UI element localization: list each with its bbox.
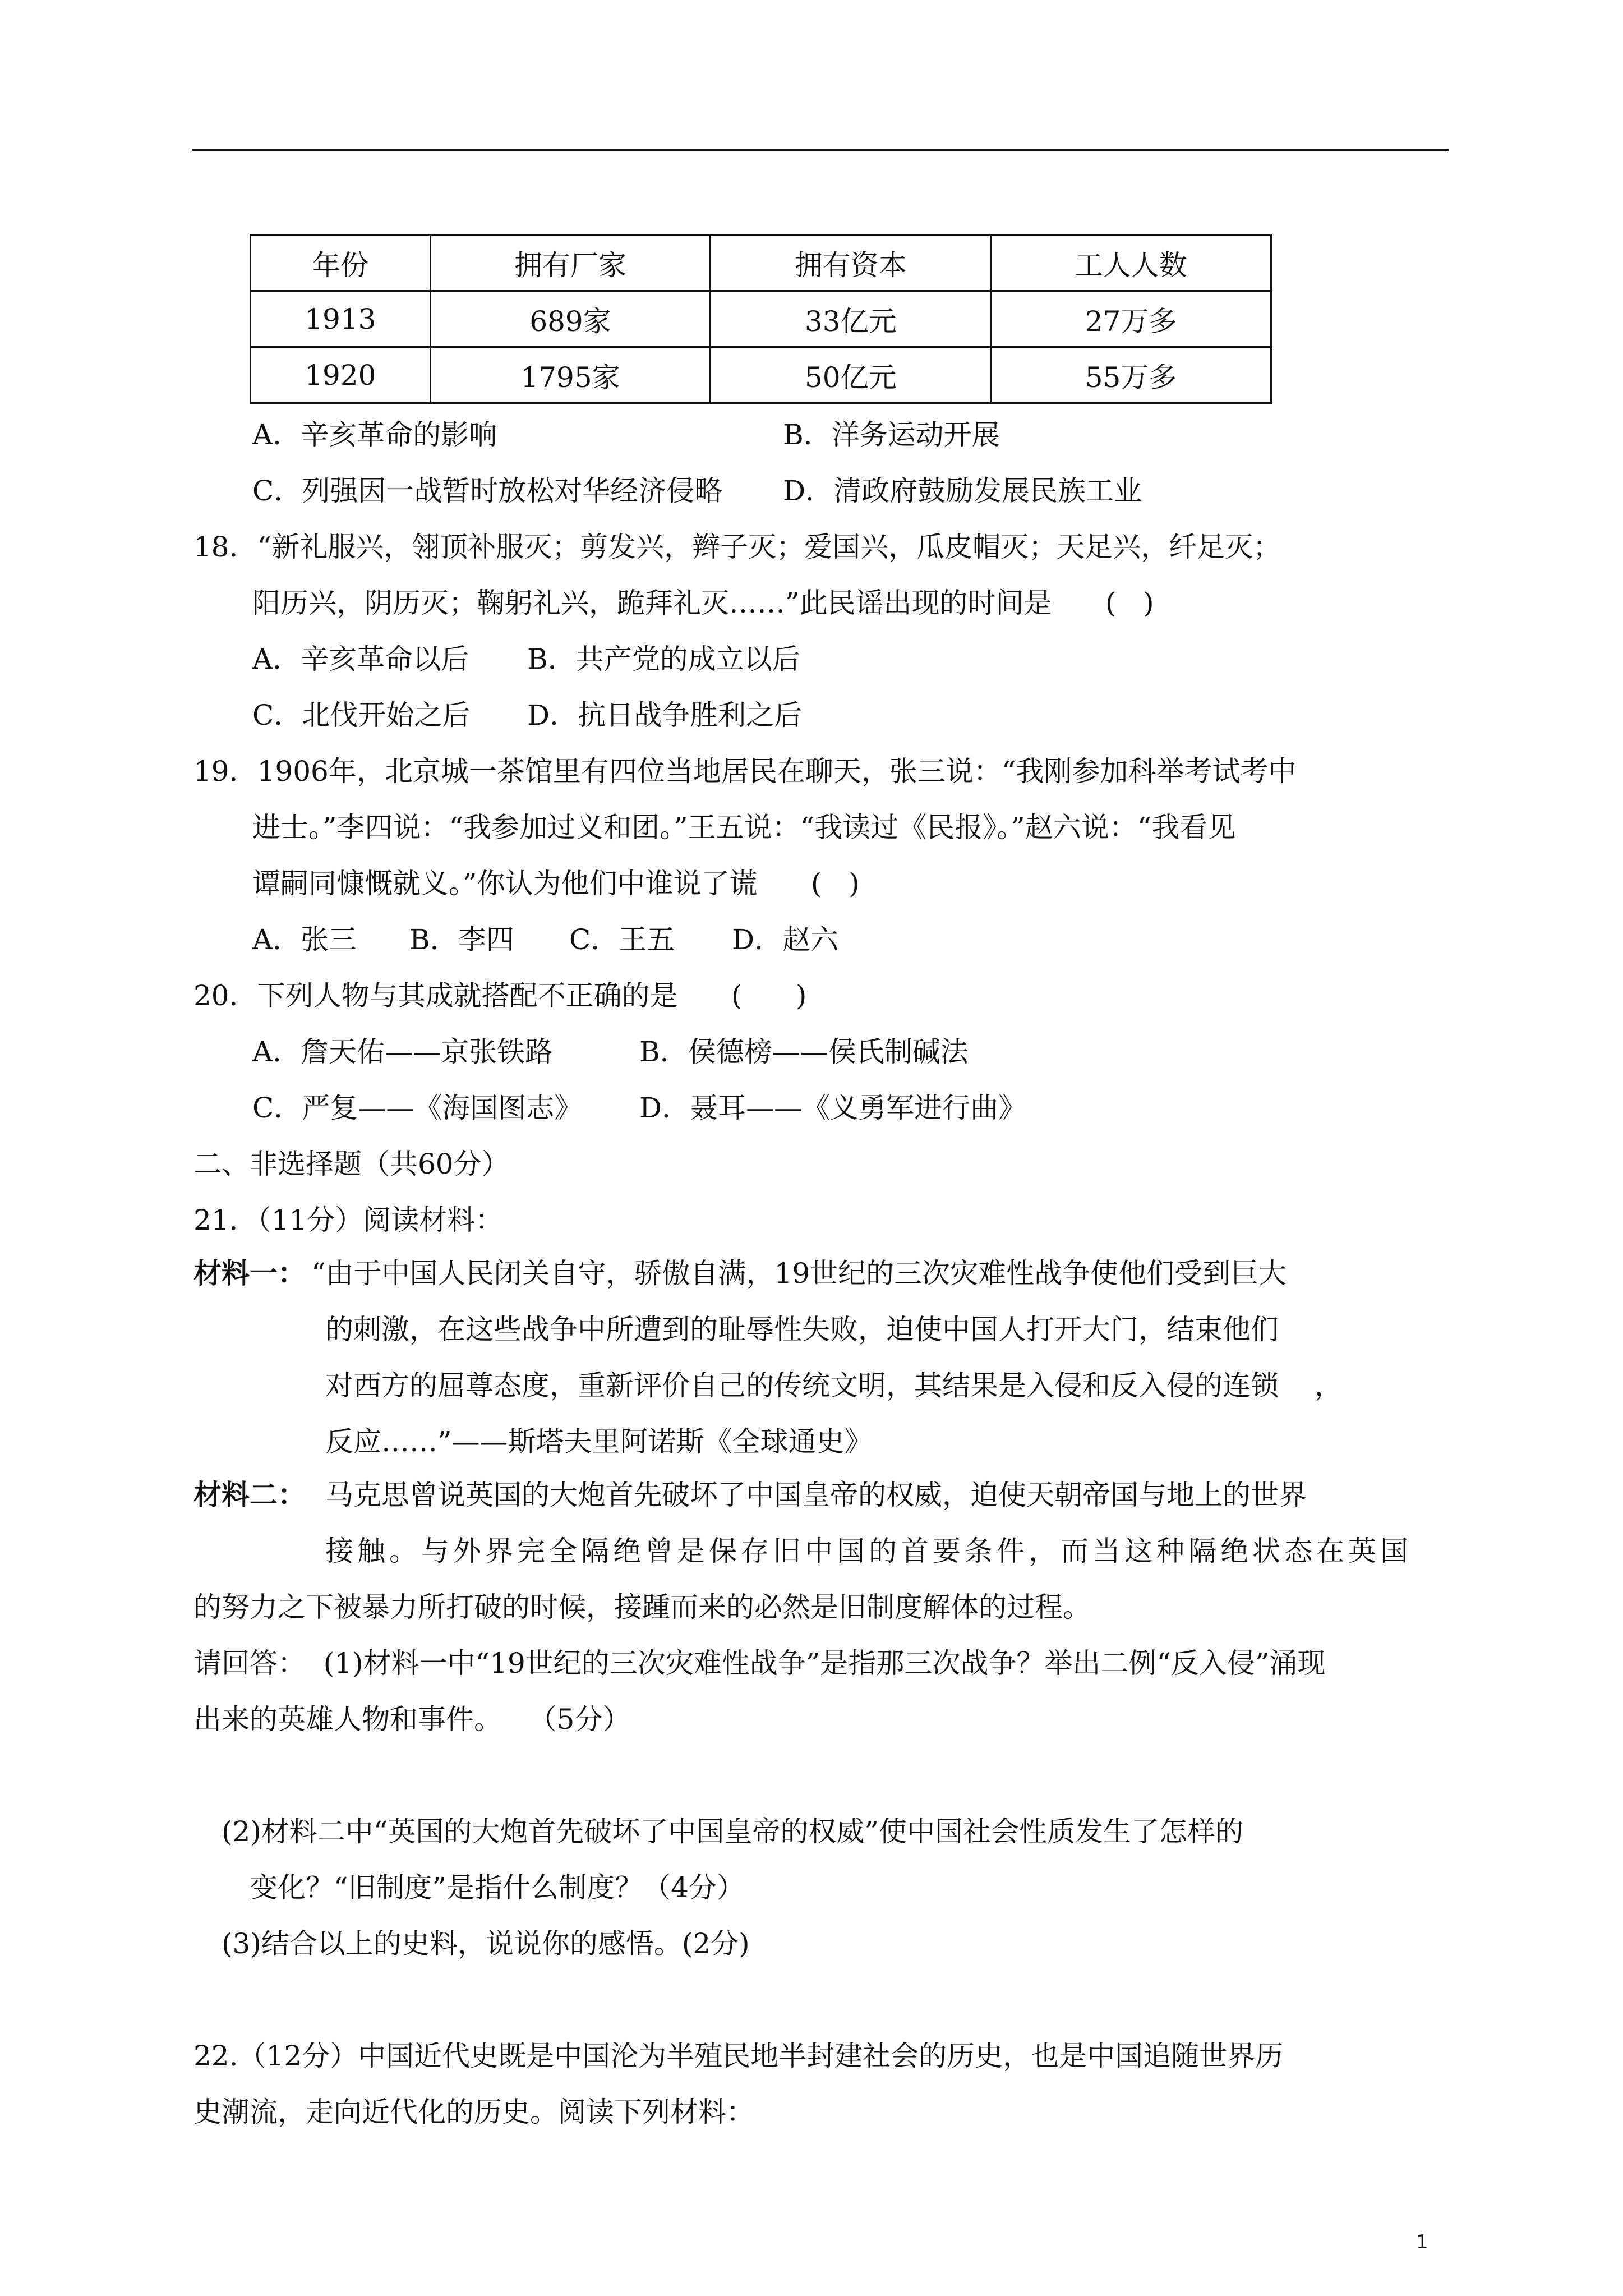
table-header: 年份 (251, 235, 431, 291)
q22-line1: 22.（12分）中国近代史既是中国沦为半殖民地半封建社会的历史，也是中国追随世界历 (193, 2040, 1284, 2072)
material-2-line3: 的努力之下被暴力所打破的时候，接踵而来的必然是旧制度解体的过程。 (193, 1591, 1091, 1623)
q19-option-a: A．张三 (252, 923, 357, 956)
material-1-line4: 反应……”——斯塔夫里阿诺斯《全球通史》 (325, 1425, 873, 1458)
q20-option-b: B．侯德榜——侯氏制碱法 (639, 1036, 969, 1068)
table-cell: 50亿元 (711, 347, 991, 403)
material-1-line1: “由于中国人民闭关自守，骄傲自满，19世纪的三次灾难性战争使他们受到巨大 (311, 1257, 1287, 1290)
section-heading: 二、非选择题（共60分） (193, 1148, 510, 1180)
q21-heading: 21．（11分）阅读材料： (193, 1204, 504, 1236)
table-cell: 1913 (251, 291, 431, 347)
material-1-line2: 的刺激，在这些战争中所遭到的耻辱性失败，迫使中国人打开大门，结束他们 (325, 1313, 1279, 1346)
q17-option-c: C．列强因一战暂时放松对华经济侵略 (252, 475, 723, 507)
q18-option-b: B．共产党的成立以后 (527, 643, 800, 675)
q19-option-d: D．赵六 (732, 923, 839, 956)
table-cell: 1795家 (430, 347, 711, 403)
q20-option-a: A．詹天佑——京张铁路 (252, 1036, 554, 1068)
q17-option-b: B．洋务运动开展 (783, 418, 1000, 451)
q18-option-d: D．抗日战争胜利之后 (527, 699, 803, 731)
q19-option-b: B．李四 (409, 923, 514, 956)
q17-option-a: A．辛亥革命的影响 (252, 418, 497, 451)
table-row (251, 291, 1271, 347)
table-cell: 55万多 (991, 347, 1271, 403)
q19-stem-line2: 进士。”李四说：“我参加过义和团。”王五说：“我读过《民报》。”赵六说：“我看见 (252, 811, 1236, 844)
q21-ask-line2: 出来的英雄人物和事件。 （5分） (193, 1703, 631, 1736)
q21-sub2-line1: (2)材料二中“英国的大炮首先破坏了中国皇帝的权威”使中国社会性质发生了怎样的 (222, 1815, 1243, 1848)
table-cell: 689家 (430, 291, 711, 347)
q18-stem-line2: 阳历兴，阴历灭；鞠躬礼兴，跪拜礼灭……”此民谣出现的时间是 ( ) (252, 587, 1154, 619)
q19-option-c: C．王五 (569, 923, 675, 956)
q17-option-d: D．清政府鼓励发展民族工业 (783, 475, 1142, 507)
q20-stem: 20．下列人物与其成就搭配不正确的是 ( ) (193, 979, 807, 1012)
table-row (251, 347, 1271, 403)
table-header: 工人人数 (991, 235, 1271, 291)
q19-stem-line1: 19．1906年，北京城一茶馆里有四位当地居民在聊天，张三说：“我刚参加科举考试考中 (193, 755, 1297, 788)
table-header-row (251, 235, 1271, 291)
q18-option-a: A．辛亥革命以后 (252, 643, 469, 675)
q21-sub2-line2: 变化？“旧制度”是指什么制度？（4分） (250, 1871, 745, 1904)
q19-stem-line3: 谭嗣同慷慨就义。”你认为他们中谁说了谎 ( ) (252, 867, 860, 900)
table-cell: 27万多 (991, 291, 1271, 347)
q20-option-c: C．严复——《海国图志》 (252, 1092, 583, 1124)
material-2-line2: 接触。与外界完全隔绝曾是保存旧中国的首要条件，而当这种隔绝状态在英国 (325, 1535, 1412, 1567)
industry-table (250, 234, 1272, 404)
material-2-label: 材料二： (193, 1478, 306, 1511)
q20-option-d: D．聂耳——《义勇军进行曲》 (639, 1092, 1027, 1124)
q18-stem-line1: 18．“新礼服兴，翎顶补服灭；剪发兴，辫子灭；爱国兴，瓜皮帽灭；天足兴，纤足灭； (193, 531, 1281, 563)
q22-line2: 史潮流，走向近代化的历史。阅读下列材料： (193, 2096, 754, 2128)
table-cell: 33亿元 (711, 291, 991, 347)
material-1-label: 材料一： (193, 1257, 306, 1290)
table-cell: 1920 (251, 347, 431, 403)
page-number: 1 (1416, 2231, 1428, 2253)
header-rule (192, 149, 1449, 151)
table-header: 拥有资本 (711, 235, 991, 291)
material-1-line3: 对西方的屈尊态度，重新评价自己的传统文明，其结果是入侵和反入侵的连锁 ， (325, 1369, 1343, 1402)
q21-sub3: (3)结合以上的史料，说说你的感悟。(2分) (222, 1927, 750, 1960)
material-2-line1: 马克思曾说英国的大炮首先破坏了中国皇帝的权威，迫使天朝帝国与地上的世界 (325, 1479, 1307, 1511)
q21-ask-line1: 请回答： (1)材料一中“19世纪的三次灾难性战争”是指那三次战争？举出二例“反入侵”涌现 (193, 1647, 1326, 1680)
q18-option-c: C．北伐开始之后 (252, 699, 471, 731)
table-header: 拥有厂家 (430, 235, 711, 291)
